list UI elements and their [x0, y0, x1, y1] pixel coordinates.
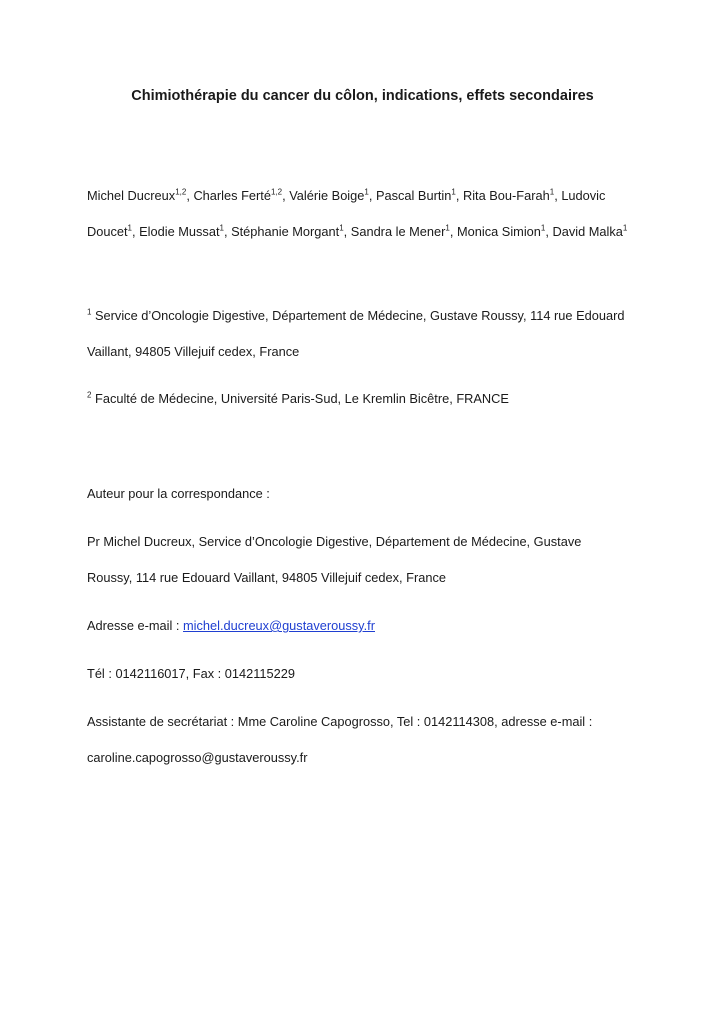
affiliation-2 [87, 381, 647, 417]
correspondence-address: Pr Michel Ducreux, Service d’Oncologie Digestive, Département de Médecine, Gustave Roussy, 114 rue Edouard Vaillant, 94805 Villejuif cedex, France [87, 534, 582, 585]
author: Monica Simion$^1$, [456, 223, 553, 239]
author: David Malka$^1$ [552, 223, 628, 239]
affiliation-mark: 2 [87, 390, 92, 400]
author-list [87, 178, 632, 250]
correspondence-heading: Auteur pour la correspondance : [87, 486, 270, 501]
affiliation-1 [87, 298, 647, 370]
affiliation-text: Faculté de Médecine, Université Paris-Sud, Le Kremlin Bicêtre, FRANCE [95, 391, 509, 406]
phone-fax: Tél : 0142116017, Fax : 0142115229 [87, 666, 295, 681]
email-line [87, 608, 647, 644]
author: Ludovic Doucet$^1$, [87, 188, 606, 239]
author: Valérie Boige$^1$, [289, 187, 376, 203]
assistant-contact: Assistante de secrétariat : Mme Caroline Capogrosso, Tel : 0142114308, adresse e-mail : caroline.capogrosso@gustaveroussy.fr [87, 714, 593, 765]
email-link[interactable]: michel.ducreux@gustaveroussy.fr [183, 618, 375, 633]
author: Michel Ducreux$^{1,2}$, [87, 187, 194, 203]
affiliation-text: Service d’Oncologie Digestive, Département de Médecine, Gustave Roussy, 114 rue Edouard Vaillant, 94805 Villejuif cedex, France [87, 308, 625, 359]
affiliation-mark: 1 [87, 307, 92, 317]
author: Elodie Mussat$^1$, [139, 223, 232, 239]
paper-title: Chimiothérapie du cancer du côlon, indications, effets secondaires [131, 88, 594, 104]
author: Rita Bou-Farah$^1$, [462, 187, 562, 203]
author: Stéphanie Morgant$^1$, [231, 223, 351, 239]
email-label: Adresse e-mail : [87, 618, 184, 633]
author: Pascal Burtin$^1$, [375, 187, 463, 203]
author: Charles Ferté$^{1,2}$, [193, 187, 290, 203]
author: Sandra le Mener$^1$, [350, 223, 457, 239]
